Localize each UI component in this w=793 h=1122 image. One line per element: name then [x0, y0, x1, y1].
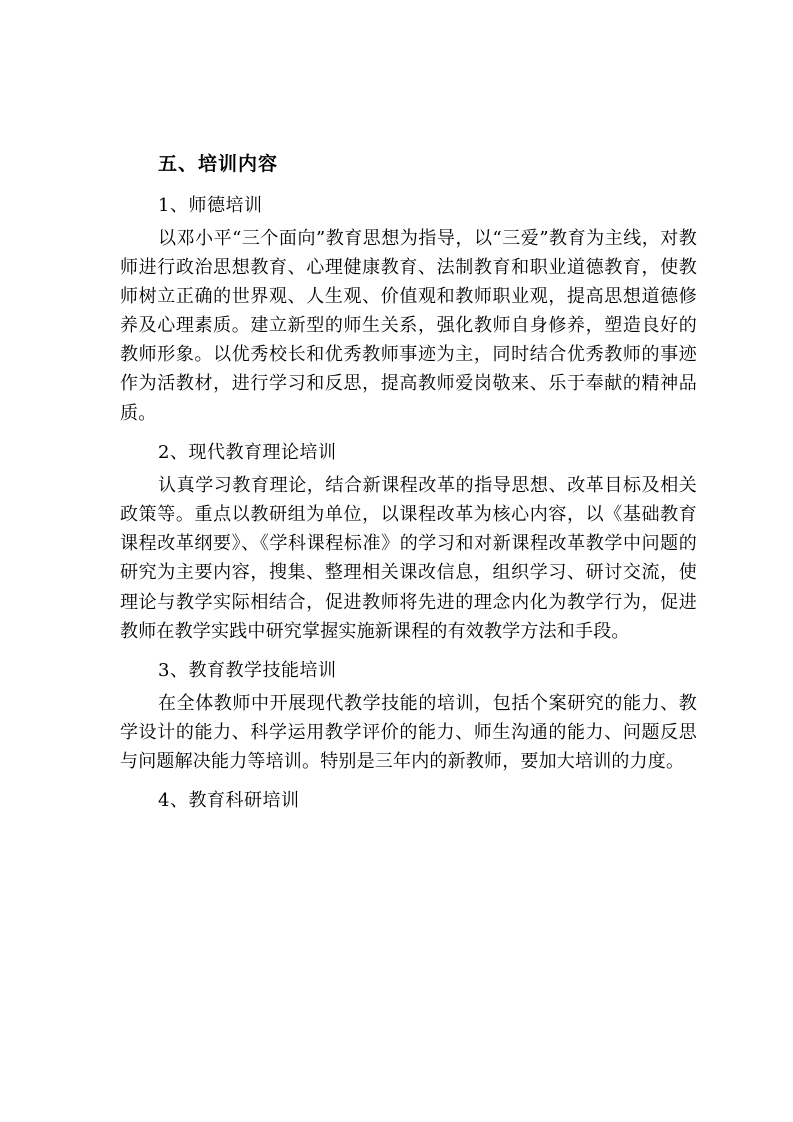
paragraph-2: 认真学习教育理论，结合新课程改革的指导思想、改革目标及相关政策等。重点以教研组为单位，以课程改革为核心内容，以《基础教育课程改革纲要》、《学科课程标准》的学习和对新课程改革教学中问题的研究为主要内容，搜集、整理相关课改信息，组织学习、研讨交流，使理论与教学实际相结合，促进教师将先进的理念内化为教学行为，促进教师在教学实践中研究掌握实施新课程的有效教学方法和手段。: [120, 474, 697, 642]
paragraph-1: 以邓小平“三个面向”教育思想为指导，以“三爱”教育为主线，对教师进行政治思想教育、心理健康教育、法制教育和职业道德教育，使教师树立正确的世界观、人生观、价值观和教师职业观，提高思想道德修养及心理素质。建立新型的师生关系，强化教师自身修养，塑造良好的教师形象。以优秀校长和优秀教师事迹为主，同时结合优秀教师的事迹作为活教材，进行学习和反思，提高教师爱岗敬来、乐于奉献的精神品质。: [120, 227, 697, 424]
subheading-2: 2、现代教育理论培训: [158, 441, 337, 463]
subheading-1: 1、师德培训: [158, 194, 263, 216]
paragraph-3: 在全体教师中开展现代教学技能的培训，包括个案研究的能力、教学设计的能力、科学运用教学评价的能力、师生沟通的能力、问题反思与问题解决能力等培训。特别是三年内的新教师，要加大培训的力度。: [120, 693, 697, 773]
document-body: [120, 150, 697, 816]
page-title: 五、培训内容: [158, 153, 279, 175]
subheading-4: 4、教育科研培训: [158, 790, 300, 812]
subheading-3: 3、教育教学技能培训: [158, 659, 337, 681]
